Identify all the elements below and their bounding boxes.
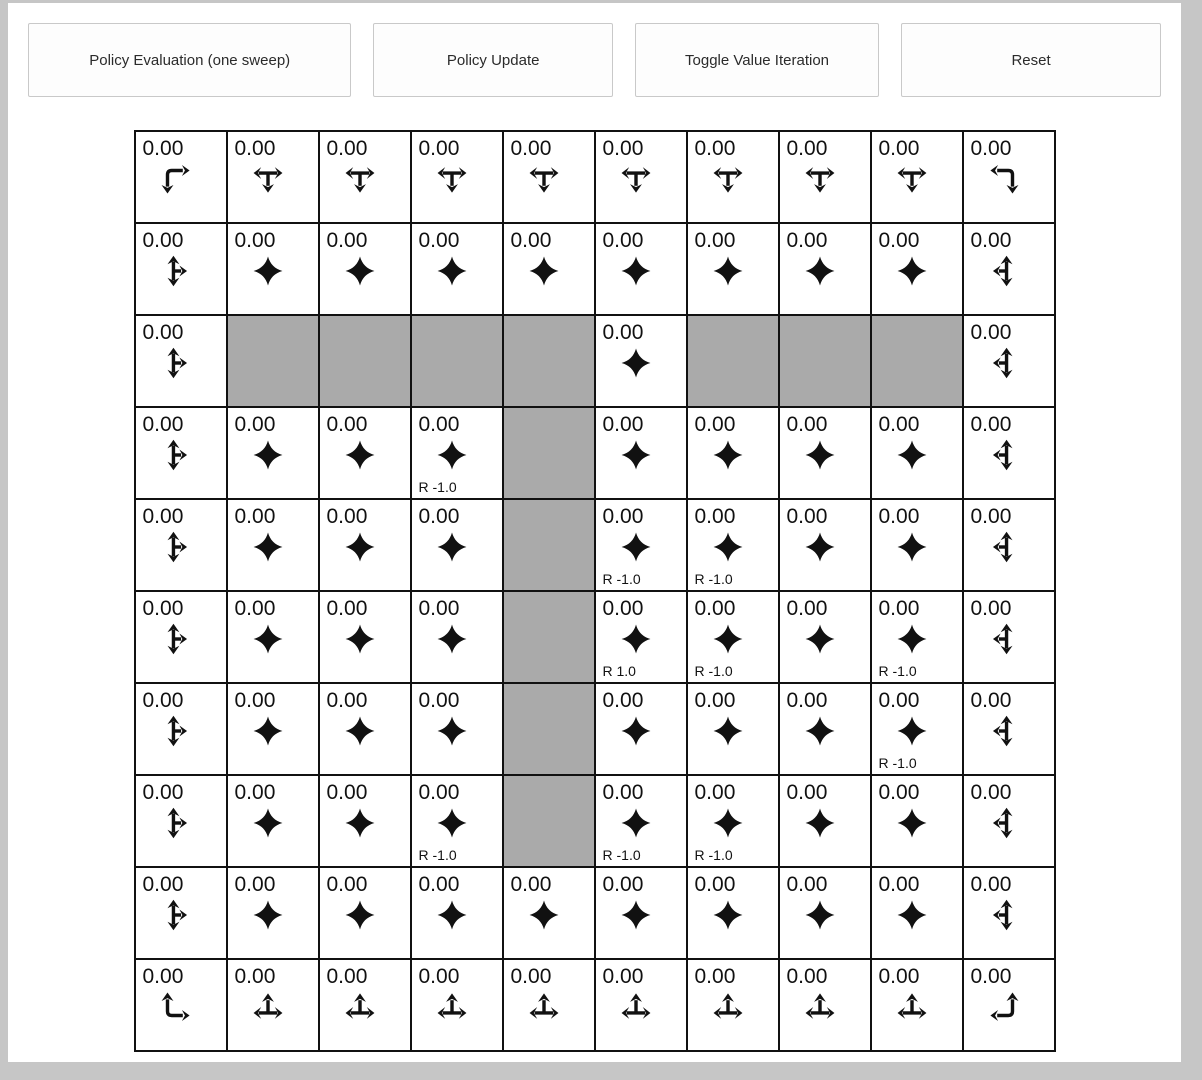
cell-value: 0.00 (970, 505, 1012, 528)
cell-value: 0.00 (142, 781, 184, 804)
cell-value: 0.00 (234, 505, 276, 528)
cell-value: 0.00 (326, 781, 368, 804)
left-right-down-arrow-icon (803, 162, 837, 196)
all-arrow-icon (435, 714, 469, 748)
state-cell (964, 592, 1054, 682)
all-arrow-icon (527, 898, 561, 932)
cell-value: 0.00 (510, 873, 552, 896)
state-cell (872, 132, 962, 222)
state-cell (136, 960, 226, 1050)
all-arrow-icon (803, 254, 837, 288)
cell-value: 0.00 (786, 505, 828, 528)
cell-value: 0.00 (510, 229, 552, 252)
state-cell (964, 224, 1054, 314)
cell-value: 0.00 (602, 229, 644, 252)
cell-value: 0.00 (786, 873, 828, 896)
up-down-left-arrow-icon (987, 898, 1021, 932)
cell-value: 0.00 (602, 873, 644, 896)
cell-value: 0.00 (418, 137, 460, 160)
all-arrow-icon (895, 714, 929, 748)
cell-value: 0.00 (878, 781, 920, 804)
cell-value: 0.00 (694, 873, 736, 896)
cell-value: 0.00 (418, 965, 460, 988)
state-cell (228, 408, 318, 498)
left-right-down-arrow-icon (619, 162, 653, 196)
left-right-up-arrow-icon (527, 990, 561, 1024)
cell-value: 0.00 (602, 965, 644, 988)
left-right-down-arrow-icon (435, 162, 469, 196)
left-down-arrow-icon (987, 162, 1021, 196)
reward-label: R -1.0 (602, 571, 641, 587)
cell-value: 0.00 (326, 505, 368, 528)
all-arrow-icon (895, 438, 929, 472)
state-cell (964, 132, 1054, 222)
state-cell (596, 500, 686, 590)
reward-label: R -1.0 (418, 847, 457, 863)
cell-value: 0.00 (878, 965, 920, 988)
cell-value: 0.00 (510, 137, 552, 160)
up-down-left-arrow-icon (987, 530, 1021, 564)
wall-cell (504, 500, 594, 590)
all-arrow-icon (343, 530, 377, 564)
all-arrow-icon (711, 530, 745, 564)
toolbar (28, 23, 1161, 97)
state-cell (320, 408, 410, 498)
state-cell (412, 132, 502, 222)
policy-update-button[interactable]: Policy Update (373, 23, 613, 97)
cell-value: 0.00 (326, 965, 368, 988)
all-arrow-icon (803, 438, 837, 472)
all-arrow-icon (803, 806, 837, 840)
all-arrow-icon (343, 438, 377, 472)
all-arrow-icon (895, 254, 929, 288)
right-down-arrow-icon (159, 162, 193, 196)
cell-value: 0.00 (694, 597, 736, 620)
cell-value: 0.00 (326, 413, 368, 436)
all-arrow-icon (435, 438, 469, 472)
state-cell (136, 408, 226, 498)
reward-label: R -1.0 (878, 663, 917, 679)
state-cell (964, 868, 1054, 958)
cell-value: 0.00 (418, 597, 460, 620)
state-cell (320, 224, 410, 314)
state-cell (320, 960, 410, 1050)
cell-value: 0.00 (694, 413, 736, 436)
state-cell (412, 960, 502, 1050)
state-cell (412, 408, 502, 498)
state-cell (136, 868, 226, 958)
left-right-up-arrow-icon (251, 990, 285, 1024)
reward-label: R -1.0 (694, 663, 733, 679)
cell-value: 0.00 (234, 413, 276, 436)
state-cell (964, 776, 1054, 866)
cell-value: 0.00 (878, 505, 920, 528)
all-arrow-icon (251, 438, 285, 472)
all-arrow-icon (619, 714, 653, 748)
cell-value: 0.00 (142, 321, 184, 344)
all-arrow-icon (619, 898, 653, 932)
state-cell (872, 684, 962, 774)
cell-value: 0.00 (234, 781, 276, 804)
cell-value: 0.00 (786, 413, 828, 436)
state-cell (688, 776, 778, 866)
up-down-left-arrow-icon (987, 254, 1021, 288)
cell-value: 0.00 (602, 413, 644, 436)
up-down-left-arrow-icon (987, 714, 1021, 748)
all-arrow-icon (251, 254, 285, 288)
state-cell (504, 868, 594, 958)
cell-value: 0.00 (786, 689, 828, 712)
state-cell (780, 500, 870, 590)
wall-cell (872, 316, 962, 406)
all-arrow-icon (803, 530, 837, 564)
state-cell (872, 592, 962, 682)
cell-value: 0.00 (326, 873, 368, 896)
all-arrow-icon (711, 622, 745, 656)
state-cell (596, 592, 686, 682)
state-cell (136, 500, 226, 590)
state-cell (412, 224, 502, 314)
cell-value: 0.00 (326, 229, 368, 252)
all-arrow-icon (619, 346, 653, 380)
state-cell (688, 592, 778, 682)
state-cell (780, 960, 870, 1050)
all-arrow-icon (343, 622, 377, 656)
reset-button[interactable]: Reset (901, 23, 1161, 97)
state-cell (320, 868, 410, 958)
wall-cell (504, 408, 594, 498)
cell-value: 0.00 (326, 689, 368, 712)
all-arrow-icon (251, 714, 285, 748)
state-cell (688, 132, 778, 222)
wall-cell (320, 316, 410, 406)
state-cell (964, 408, 1054, 498)
state-cell (596, 684, 686, 774)
all-arrow-icon (527, 254, 561, 288)
left-right-up-arrow-icon (619, 990, 653, 1024)
cell-value: 0.00 (602, 137, 644, 160)
cell-value: 0.00 (970, 597, 1012, 620)
all-arrow-icon (343, 806, 377, 840)
state-cell (596, 776, 686, 866)
left-right-up-arrow-icon (343, 990, 377, 1024)
state-cell (136, 684, 226, 774)
left-right-up-arrow-icon (895, 990, 929, 1024)
state-cell (136, 592, 226, 682)
left-right-up-arrow-icon (711, 990, 745, 1024)
left-right-down-arrow-icon (251, 162, 285, 196)
up-down-left-arrow-icon (987, 622, 1021, 656)
up-down-right-arrow-icon (159, 622, 193, 656)
state-cell (688, 684, 778, 774)
state-cell (412, 868, 502, 958)
all-arrow-icon (343, 254, 377, 288)
all-arrow-icon (803, 622, 837, 656)
state-cell (964, 684, 1054, 774)
cell-value: 0.00 (970, 689, 1012, 712)
cell-value: 0.00 (142, 965, 184, 988)
cell-value: 0.00 (970, 873, 1012, 896)
cell-value: 0.00 (418, 229, 460, 252)
cell-value: 0.00 (602, 597, 644, 620)
cell-value: 0.00 (234, 597, 276, 620)
wall-cell (780, 316, 870, 406)
state-cell (228, 960, 318, 1050)
cell-value: 0.00 (510, 965, 552, 988)
all-arrow-icon (803, 714, 837, 748)
all-arrow-icon (251, 622, 285, 656)
cell-value: 0.00 (142, 505, 184, 528)
all-arrow-icon (435, 622, 469, 656)
all-arrow-icon (435, 530, 469, 564)
cell-value: 0.00 (878, 597, 920, 620)
wall-cell (504, 776, 594, 866)
left-right-down-arrow-icon (711, 162, 745, 196)
all-arrow-icon (895, 806, 929, 840)
state-cell (872, 960, 962, 1050)
all-arrow-icon (895, 530, 929, 564)
reward-label: R 1.0 (602, 663, 636, 679)
state-cell (596, 868, 686, 958)
all-arrow-icon (619, 438, 653, 472)
gridworld-grid (134, 130, 1056, 1052)
up-down-right-arrow-icon (159, 898, 193, 932)
left-right-down-arrow-icon (895, 162, 929, 196)
state-cell (688, 224, 778, 314)
cell-value: 0.00 (694, 137, 736, 160)
state-cell (872, 408, 962, 498)
state-cell (136, 132, 226, 222)
state-cell (136, 316, 226, 406)
state-cell (228, 684, 318, 774)
state-cell (596, 408, 686, 498)
state-cell (136, 224, 226, 314)
left-right-up-arrow-icon (803, 990, 837, 1024)
cell-value: 0.00 (326, 137, 368, 160)
state-cell (964, 500, 1054, 590)
all-arrow-icon (435, 806, 469, 840)
state-cell (964, 316, 1054, 406)
cell-value: 0.00 (234, 873, 276, 896)
all-arrow-icon (619, 254, 653, 288)
wall-cell (504, 684, 594, 774)
reward-label: R -1.0 (602, 847, 641, 863)
toggle-value-iteration-button[interactable]: Toggle Value Iteration (635, 23, 879, 97)
state-cell (780, 408, 870, 498)
state-cell (504, 132, 594, 222)
all-arrow-icon (343, 714, 377, 748)
state-cell (412, 684, 502, 774)
cell-value: 0.00 (418, 413, 460, 436)
state-cell (504, 224, 594, 314)
state-cell (688, 960, 778, 1050)
up-right-arrow-icon (159, 990, 193, 1024)
cell-value: 0.00 (694, 229, 736, 252)
state-cell (688, 868, 778, 958)
state-cell (688, 408, 778, 498)
state-cell (596, 316, 686, 406)
state-cell (780, 224, 870, 314)
cell-value: 0.00 (786, 965, 828, 988)
state-cell (872, 500, 962, 590)
cell-value: 0.00 (694, 965, 736, 988)
cell-value: 0.00 (602, 689, 644, 712)
cell-value: 0.00 (326, 597, 368, 620)
all-arrow-icon (619, 806, 653, 840)
cell-value: 0.00 (418, 873, 460, 896)
state-cell (228, 592, 318, 682)
up-left-arrow-icon (987, 990, 1021, 1024)
up-down-left-arrow-icon (987, 438, 1021, 472)
up-down-right-arrow-icon (159, 714, 193, 748)
state-cell (228, 868, 318, 958)
cell-value: 0.00 (786, 229, 828, 252)
cell-value: 0.00 (878, 413, 920, 436)
cell-value: 0.00 (878, 873, 920, 896)
wall-cell (504, 316, 594, 406)
state-cell (228, 500, 318, 590)
state-cell (320, 500, 410, 590)
state-cell (780, 132, 870, 222)
cell-value: 0.00 (786, 781, 828, 804)
cell-value: 0.00 (142, 413, 184, 436)
state-cell (964, 960, 1054, 1050)
all-arrow-icon (343, 898, 377, 932)
all-arrow-icon (711, 898, 745, 932)
cell-value: 0.00 (142, 873, 184, 896)
state-cell (320, 592, 410, 682)
cell-value: 0.00 (602, 321, 644, 344)
left-right-up-arrow-icon (435, 990, 469, 1024)
state-cell (136, 776, 226, 866)
state-cell (780, 592, 870, 682)
cell-value: 0.00 (234, 689, 276, 712)
all-arrow-icon (803, 898, 837, 932)
cell-value: 0.00 (142, 137, 184, 160)
state-cell (596, 132, 686, 222)
reward-label: R -1.0 (694, 571, 733, 587)
state-cell (412, 592, 502, 682)
cell-value: 0.00 (234, 137, 276, 160)
cell-value: 0.00 (142, 229, 184, 252)
cell-value: 0.00 (878, 689, 920, 712)
state-cell (504, 960, 594, 1050)
state-cell (596, 224, 686, 314)
up-down-right-arrow-icon (159, 438, 193, 472)
gridworld-app (8, 3, 1181, 1062)
all-arrow-icon (711, 254, 745, 288)
cell-value: 0.00 (878, 137, 920, 160)
cell-value: 0.00 (878, 229, 920, 252)
cell-value: 0.00 (970, 965, 1012, 988)
state-cell (872, 868, 962, 958)
wall-cell (688, 316, 778, 406)
all-arrow-icon (251, 898, 285, 932)
cell-value: 0.00 (694, 505, 736, 528)
state-cell (228, 224, 318, 314)
up-down-right-arrow-icon (159, 806, 193, 840)
up-down-right-arrow-icon (159, 530, 193, 564)
cell-value: 0.00 (970, 321, 1012, 344)
reward-label: R -1.0 (418, 479, 457, 495)
all-arrow-icon (619, 530, 653, 564)
cell-value: 0.00 (418, 781, 460, 804)
wall-cell (412, 316, 502, 406)
up-down-right-arrow-icon (159, 346, 193, 380)
wall-cell (228, 316, 318, 406)
reward-label: R -1.0 (694, 847, 733, 863)
cell-value: 0.00 (602, 505, 644, 528)
wall-cell (504, 592, 594, 682)
all-arrow-icon (251, 806, 285, 840)
cell-value: 0.00 (418, 689, 460, 712)
cell-value: 0.00 (694, 689, 736, 712)
cell-value: 0.00 (786, 597, 828, 620)
cell-value: 0.00 (970, 781, 1012, 804)
state-cell (320, 132, 410, 222)
cell-value: 0.00 (234, 965, 276, 988)
up-down-left-arrow-icon (987, 806, 1021, 840)
all-arrow-icon (435, 898, 469, 932)
all-arrow-icon (619, 622, 653, 656)
state-cell (780, 868, 870, 958)
state-cell (872, 776, 962, 866)
state-cell (412, 776, 502, 866)
cell-value: 0.00 (602, 781, 644, 804)
all-arrow-icon (895, 898, 929, 932)
state-cell (780, 776, 870, 866)
all-arrow-icon (895, 622, 929, 656)
left-right-down-arrow-icon (527, 162, 561, 196)
cell-value: 0.00 (142, 597, 184, 620)
all-arrow-icon (251, 530, 285, 564)
cell-value: 0.00 (786, 137, 828, 160)
left-right-down-arrow-icon (343, 162, 377, 196)
cell-value: 0.00 (142, 689, 184, 712)
state-cell (780, 684, 870, 774)
cell-value: 0.00 (418, 505, 460, 528)
state-cell (320, 684, 410, 774)
cell-value: 0.00 (234, 229, 276, 252)
up-down-right-arrow-icon (159, 254, 193, 288)
state-cell (412, 500, 502, 590)
all-arrow-icon (711, 714, 745, 748)
cell-value: 0.00 (970, 413, 1012, 436)
reward-label: R -1.0 (878, 755, 917, 771)
state-cell (596, 960, 686, 1050)
state-cell (228, 776, 318, 866)
all-arrow-icon (711, 438, 745, 472)
all-arrow-icon (711, 806, 745, 840)
cell-value: 0.00 (970, 137, 1012, 160)
policy-evaluation-button[interactable]: Policy Evaluation (one sweep) (28, 23, 351, 97)
up-down-left-arrow-icon (987, 346, 1021, 380)
state-cell (228, 132, 318, 222)
cell-value: 0.00 (694, 781, 736, 804)
state-cell (688, 500, 778, 590)
all-arrow-icon (435, 254, 469, 288)
state-cell (320, 776, 410, 866)
state-cell (872, 224, 962, 314)
cell-value: 0.00 (970, 229, 1012, 252)
